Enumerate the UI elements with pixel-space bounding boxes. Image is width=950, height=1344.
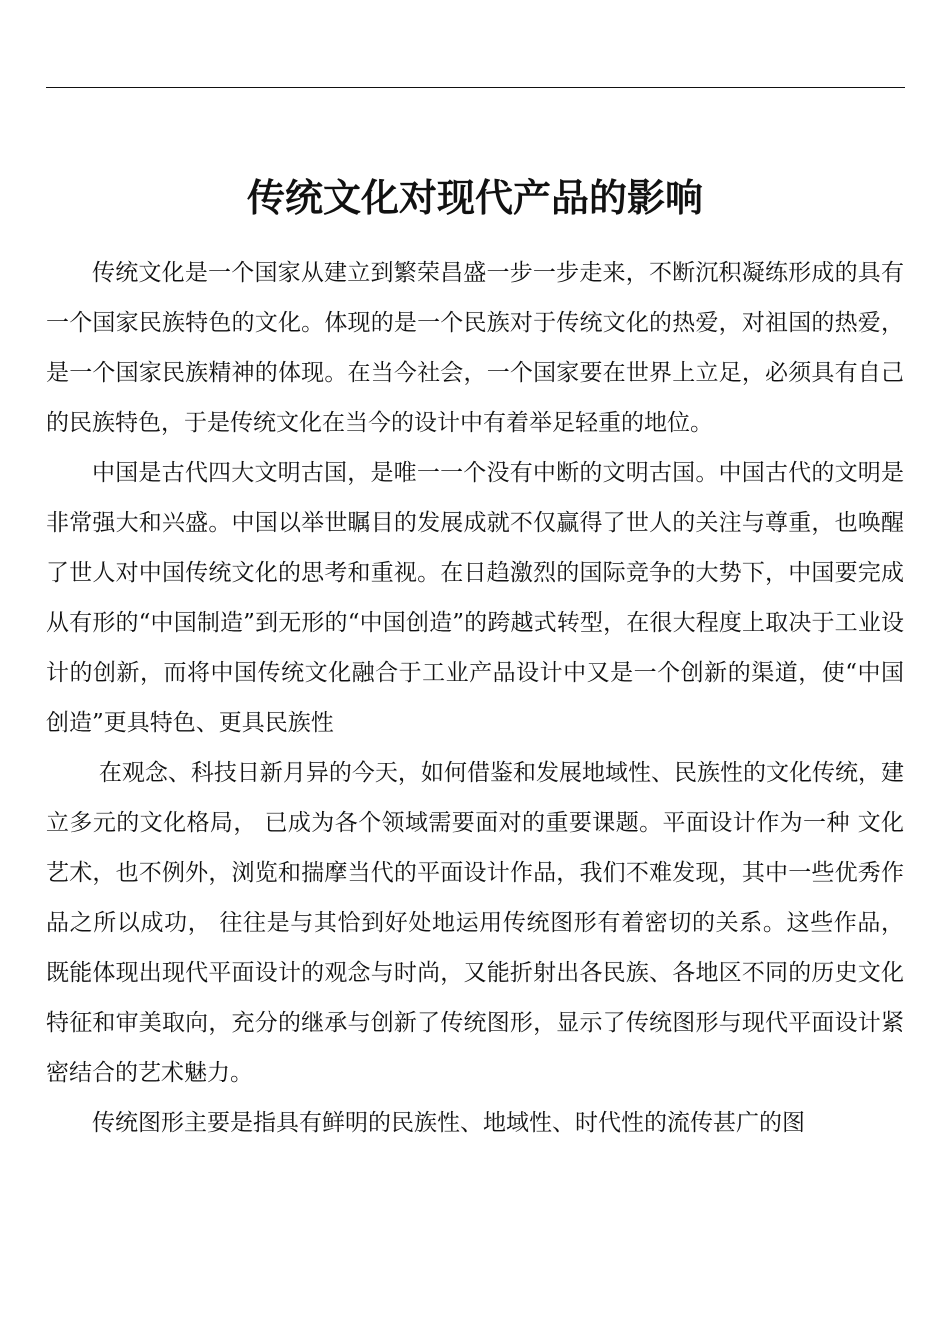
paragraph-3: 在观念、科技日新月异的今天，如何借鉴和发展地域性、民族性的文化传统，建立多元的文化格局， 已成为各个领域需要面对的重要课题。平面设计作为一种 文化艺术，也不例外，浏览和揣摩当代的平面设计作品，我们不难发现，其中一些优秀作品之所以成功， 往往是与其恰到好处地运用传统图形有着密切的关系。这些作品， 既能体现出现代平面设计的观念与时尚，又能折射出各民族、各地区不同的历史文化特征和审美取向，充分的继承与创新了传统图形，显示了传统图形与现代平面设计紧密结合的艺术魅力。 bbox=[46, 760, 904, 1086]
header-rule bbox=[46, 87, 905, 88]
paragraph-1: 传统文化是一个国家从建立到繁荣昌盛一步一步走来，不断沉积凝练形成的具有一个国家民族特色的文化。体现的是一个民族对于传统文化的热爱，对祖国的热爱，是一个国家民族精神的体现。在当今社会，一个国家要在世界上立足，必须具有自己的民族特色，于是传统文化在当今的设计中有着举足轻重的地位。 bbox=[46, 260, 904, 436]
paragraph-2: 中国是古代四大文明古国，是唯一一个没有中断的文明古国。中国古代的文明是非常强大和兴盛。中国以举世瞩目的发展成就不仅赢得了世人的关注与尊重，也唤醒了世人对中国传统文化的思考和重视。在日趋激烈的国际竞争的大势下，中国要完成从有形的“中国制造”到无形的“中国创造”的跨越式转型，在很大程度上取决于工业设计的创新，而将中国传统文化融合于工业产品设计中又是一个创新的渠道，使“中国创造”更具特色、更具民族性 bbox=[46, 460, 904, 736]
document-body bbox=[46, 248, 904, 1148]
document-title: 传统文化对现代产品的影响 bbox=[246, 176, 703, 220]
paragraph-4: 传统图形主要是指具有鲜明的民族性、地域性、时代性的流传甚广的图 bbox=[92, 1110, 805, 1136]
